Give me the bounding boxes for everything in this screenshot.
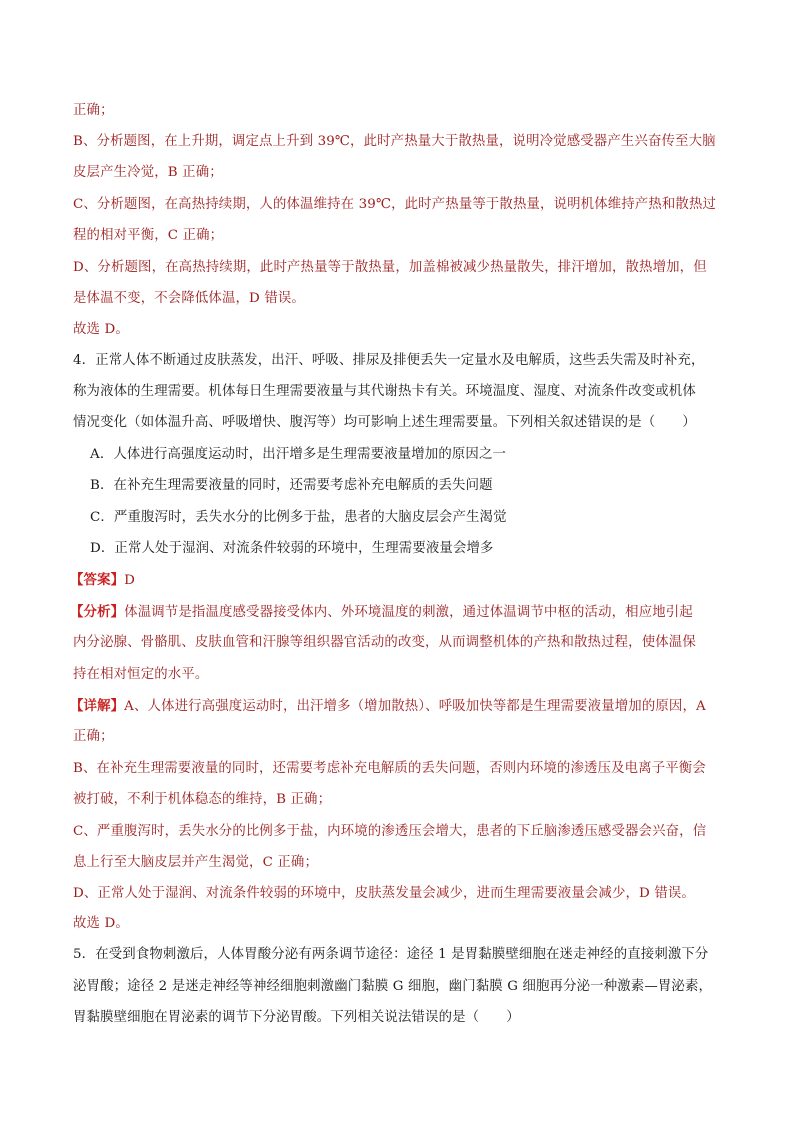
q5-stem-line: 泌胃酸；途径 2 是迷走神经等神经细胞刺激幽门黏膜 G 细胞，幽门黏膜 G 细胞再分泌一种激素—胃泌素， (73, 979, 713, 994)
q3-explanation-line: 是体温不变，不会降低体温，D 错误。 (73, 291, 305, 306)
analysis-text: 体温调节是指温度感受器接受体内、外环境温度的刺激，通过体温调节中枢的活动，相应地引起 (124, 605, 693, 620)
q3-explanation-line: C、分析题图，在高热持续期，人的体温维持在 39℃，此时产热量等于散热量，说明机体维持产热和散热过 (73, 197, 717, 212)
q3-explanation-line: D、分析题图，在高热持续期，此时产热量等于散热量，加盖棉被减少热量散失，排汗增加，散热增加，但 (73, 260, 707, 275)
q4-detail-line: 息上行至大脑皮层并产生渴觉，C 正确； (73, 855, 318, 870)
q4-detail-line: D、正常人处于湿润、对流条件较弱的环境中，皮肤蒸发量会减少，进而生理需要液量会减少，D 错误。 (73, 886, 695, 901)
q4-stem-line: 情况变化（如体温升高、呼吸增快、腹泻等）均可影响上述生理需要量。下列相关叙述错误的是（ ） (73, 415, 696, 430)
q4-detail-line: C、严重腹泻时，丢失水分的比例多于盐，内环境的渗透压会增大，患者的下丘脑渗透压感受器会兴奋，信 (73, 824, 707, 839)
q4-detail-line: B、在补充生理需要液量的同时，还需要考虑补充电解质的丢失问题，否则内环境的渗透压及电离子平衡会 (73, 761, 706, 776)
analysis-tag: 【分析】 (70, 604, 125, 620)
answer-value: D (124, 573, 136, 588)
q4-detail-line (70, 697, 706, 716)
q4-option-b: B．在补充生理需要液量的同时，还需要考虑补充电解质的丢失问题 (90, 478, 493, 493)
q4-stem-line: 4．正常人体不断通过皮肤蒸发，出汗、呼吸、排尿及排便丢失一定量水及电解质，这些丢失需及时补充， (73, 353, 705, 368)
q3-conclusion: 故选 D。 (73, 322, 129, 337)
detail-tag: 【详解】 (70, 698, 125, 714)
q4-option-d: D．正常人处于湿润、对流条件较弱的环境中，生理需要液量会增多 (90, 541, 494, 556)
q4-option-c: C．严重腹泻时，丢失水分的比例多于盐，患者的大脑皮层会产生渴觉 (90, 510, 507, 525)
q4-analysis-line (70, 603, 693, 622)
q4-answer (70, 571, 135, 590)
q5-stem-line: 5．在受到食物刺激后，人体胃酸分泌有两条调节途径：途径 1 是胃黏膜壁细胞在迷走神经的直接刺激下分 (73, 947, 709, 962)
q3-explanation-line: 皮层产生冷觉，B 正确； (73, 165, 223, 180)
answer-tag: 【答案】 (70, 572, 125, 588)
q4-detail-line: 正确； (73, 729, 114, 744)
q4-stem-line: 称为液体的生理需要。机体每日生理需要液量与其代谢热卡有关。环境温度、湿度、对流条件改变或机体 (73, 384, 696, 399)
q4-conclusion: 故选 D。 (73, 916, 129, 931)
q4-detail-line: 被打破，不利于机体稳态的维持，B 正确； (73, 792, 332, 807)
q4-analysis-line: 持在相对恒定的水平。 (73, 667, 209, 682)
q5-stem-line: 胃黏膜壁细胞在胃泌素的调节下分泌胃酸。下列相关说法错误的是（ ） (73, 1010, 520, 1025)
q4-analysis-line: 内分泌腺、骨骼肌、皮肤血管和汗腺等组织器官活动的改变，从而调整机体的产热和散热过程，使体温保 (73, 635, 696, 650)
q3-explanation-line: 正确； (73, 103, 114, 118)
detail-text: A、人体进行高强度运动时，出汗增多（增加散热）、呼吸加快等都是生理需要液量增加的原因，A (124, 699, 706, 714)
q3-explanation-line: 程的相对平衡，C 正确； (73, 228, 224, 243)
q3-explanation-line: B、分析题图，在上升期，调定点上升到 39℃，此时产热量大于散热量，说明冷觉感受器产生兴奋传至大脑 (73, 134, 716, 149)
q4-option-a: A．人体进行高强度运动时，出汗增多是生理需要液量增加的原因之一 (90, 447, 507, 462)
